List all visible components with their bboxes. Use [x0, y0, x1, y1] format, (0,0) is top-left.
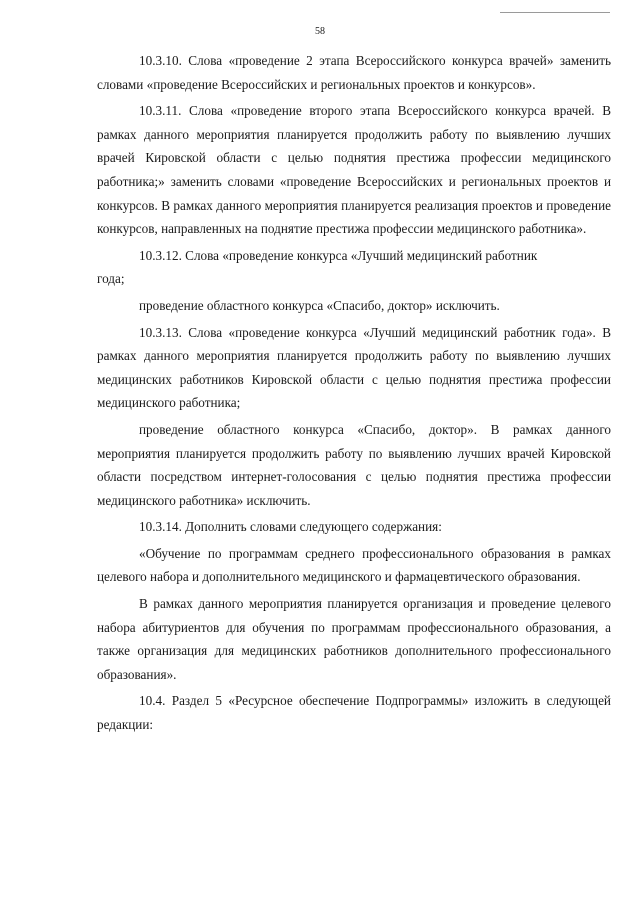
paragraph-10-3-10: 10.3.10. Слова «проведение 2 этапа Всероссийского конкурса врачей» заменить словами «проведение Всероссийских и региональных проектов и конкурсов». — [97, 53, 611, 92]
document-body — [97, 49, 611, 740]
header-rule — [500, 12, 610, 13]
paragraph-10-3-13-item: проведение областного конкурса «Спасибо, доктор». В рамках данного мероприятия планируется продолжить работу по выявлению лучших врачей Кировской области посредством интернет-голосования с целью поднятия престижа профессии медицинского работника» исключить. — [97, 421, 611, 508]
paragraph-10-3-13: 10.3.13. Слова «проведение конкурса «Лучший медицинский работник года». В рамках данного мероприятия планируется продолжить работу по выявлению лучших медицинских работников Кировской области с целью поднятия престижа профессии медицинского работника; — [97, 324, 611, 411]
paragraph-10-3-12-continued: года; — [97, 271, 125, 287]
paragraph-10-4: 10.4. Раздел 5 «Ресурсное обеспечение Подпрограммы» изложить в следующей редакции: — [97, 693, 611, 733]
quoted-paragraph-training: «Обучение по программам среднего профессионального образования в рамках целевого набора и дополнительного медицинского и фармацевтического образования. — [97, 545, 611, 585]
paragraph-10-3-12: 10.3.12. Слова «проведение конкурса «Лучший медицинский работник — [139, 247, 538, 263]
page-number: 58 — [315, 26, 325, 37]
paragraph-10-3-12-item: проведение областного конкурса «Спасибо, доктор» исключить. — [139, 297, 500, 313]
paragraph-10-3-14: 10.3.14. Дополнить словами следующего содержания: — [139, 519, 442, 535]
quoted-paragraph-measures: В рамках данного мероприятия планируется организация и проведение целевого набора абитуриентов для обучения по программам профессионального образования, а также организация для медицинских работников дополнительного профессионального образования». — [97, 596, 611, 682]
paragraph-10-3-11: 10.3.11. Слова «проведение второго этапа Всероссийского конкурса врачей. В рамках данного мероприятия планируется продолжить работу по выявлению лучших врачей Кировской области с целью поднятия престижа профессии медицинского работника;» заменить словами «проведение Всероссийских и региональных проектов и конкурсов. В рамках данного мероприятия планируется реализация проектов и проведение конкурсов, направленных на поднятие престижа профессии медицинского работника». — [97, 103, 611, 237]
